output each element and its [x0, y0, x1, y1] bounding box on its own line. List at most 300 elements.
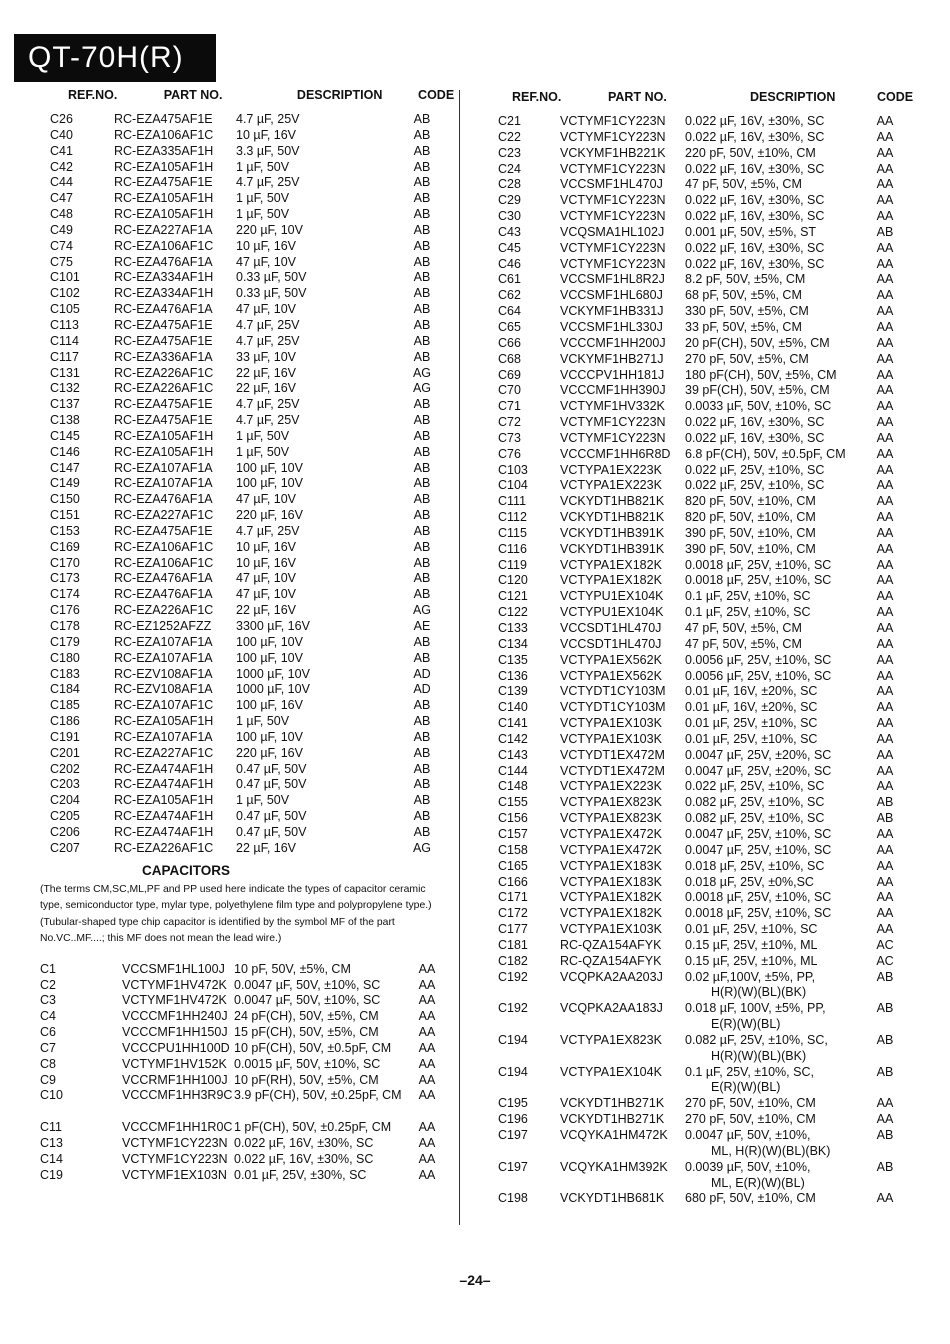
part-no: VCKYDT1HB821K — [560, 510, 665, 525]
ref-no: C182 — [498, 953, 528, 968]
part-no: VCTYPA1EX103K — [560, 716, 662, 731]
description: 10 µF, 16V — [236, 127, 297, 142]
description: 47 pF, 50V, ±5%, CM — [685, 177, 802, 192]
ref-no: C75 — [50, 254, 73, 269]
code: AB — [876, 224, 894, 239]
code: AB — [413, 508, 431, 523]
capacitors-note-2: (Tubular-shaped type chip capacitor is identified by the symbol MF of the part No.VC..MF....; this MF does not mean the lead wire.) — [40, 916, 395, 945]
part-no: VCCCMF1HH1R0C — [122, 1120, 233, 1135]
table-row — [36, 160, 456, 176]
description: 4.7 µF, 25V — [236, 413, 300, 428]
table-row — [480, 589, 920, 605]
code: AA — [876, 874, 894, 889]
description: 0.01 µF, 25V, ±30%, SC — [234, 1167, 367, 1182]
description: 100 µF, 10V — [236, 634, 303, 649]
code: AA — [876, 114, 894, 128]
part-no: RC-EZA335AF1H — [114, 143, 214, 158]
table-row — [480, 1033, 920, 1065]
ref-no: C181 — [498, 937, 528, 952]
code: AB — [876, 811, 894, 826]
ref-no: C145 — [50, 428, 80, 443]
ref-no: C9 — [40, 1072, 56, 1087]
code: AA — [876, 335, 894, 350]
table-row — [36, 1041, 456, 1057]
description: 0.0047 µF, 50V, ±10%, SC — [234, 993, 381, 1008]
ref-no: C101 — [50, 270, 80, 285]
code: AG — [412, 603, 432, 618]
ref-no: C62 — [498, 288, 521, 303]
description-line: 0.018 µF, 100V, ±5%, PP, — [685, 1001, 826, 1016]
description: 0.0018 µF, 25V, ±10%, SC — [685, 906, 832, 921]
ref-no: C122 — [498, 605, 528, 620]
description: 22 µF, 16V — [236, 365, 297, 380]
part-no: VCCCPU1HH100D — [122, 1040, 230, 1055]
part-no: VCCCMF1HH240J — [122, 1009, 228, 1024]
ref-no: C41 — [50, 143, 73, 158]
description: 0.0033 µF, 50V, ±10%, SC — [685, 399, 832, 414]
table-row — [36, 397, 456, 413]
part-no: VCTYPA1EX103K — [560, 922, 662, 937]
code: AB — [413, 492, 431, 507]
part-no: VCQYKA1HM472K — [560, 1128, 668, 1142]
ref-no: C177 — [498, 922, 528, 937]
ref-no: C191 — [50, 729, 80, 744]
description: 3.9 pF(CH), 50V, ±0.25pF, CM — [234, 1088, 402, 1103]
code: AB — [413, 302, 431, 317]
part-no: RC-EZA107AF1C — [114, 698, 214, 713]
description: 22 µF, 16V — [236, 603, 297, 618]
table-row — [36, 1057, 456, 1073]
part-no: RC-EZA475AF1E — [114, 397, 213, 412]
table-row — [480, 193, 920, 209]
table-row — [480, 494, 920, 510]
ref-no: C65 — [498, 319, 521, 334]
description: 220 pF, 50V, ±10%, CM — [685, 145, 816, 160]
table-row — [480, 114, 920, 130]
part-no: VCCCMF1HH150J — [122, 1025, 228, 1040]
code: AB — [413, 127, 431, 142]
table-row — [36, 993, 456, 1009]
ref-no: C70 — [498, 383, 521, 398]
description: 47 µF, 10V — [236, 571, 297, 586]
code: AA — [876, 1191, 894, 1206]
ref-no: C3 — [40, 993, 56, 1008]
description: 0.022 µF, 16V, ±30%, SC — [685, 415, 825, 430]
code: AA — [876, 288, 894, 303]
code: AB — [413, 460, 431, 475]
left-bottom-table — [36, 962, 456, 1184]
description: 33 pF, 50V, ±5%, CM — [685, 319, 802, 334]
table-row — [480, 130, 920, 146]
table-row — [36, 302, 456, 318]
part-no: RC-EZA476AF1A — [114, 492, 213, 507]
header-part: PART NO. — [608, 90, 667, 104]
part-no: RC-EZA227AF1A — [114, 222, 213, 237]
column-divider — [459, 90, 460, 1225]
description: 47 pF, 50V, ±5%, CM — [685, 636, 802, 651]
table-row — [480, 653, 920, 669]
table-row — [36, 777, 456, 793]
table-row — [36, 445, 456, 461]
header-code: CODE — [876, 90, 914, 104]
part-no: RC-EZA475AF1E — [114, 175, 213, 190]
description: 3.3 µF, 50V — [236, 143, 300, 158]
part-no: RC-EZA227AF1C — [114, 508, 214, 523]
part-no: VCTYPA1EX182K — [560, 557, 662, 572]
ref-no: C114 — [50, 333, 79, 348]
header-ref: REF.NO. — [512, 90, 562, 104]
description: 0.022 µF, 25V, ±10%, SC — [685, 779, 825, 794]
ref-no: C192 — [498, 969, 528, 984]
table-row — [480, 383, 920, 399]
ref-no: C44 — [50, 175, 73, 190]
description: 4.7 µF, 25V — [236, 112, 300, 126]
part-no: VCCSMF1HL8R2J — [560, 272, 665, 287]
part-no: RC-EZA106AF1C — [114, 127, 214, 142]
description: 47 µF, 10V — [236, 492, 297, 507]
description: 100 µF, 10V — [236, 729, 303, 744]
ref-no: C43 — [498, 224, 521, 239]
table-row — [480, 225, 920, 241]
part-no: RC-EZA105AF1H — [114, 159, 214, 174]
description: 15 pF(CH), 50V, ±5%, CM — [234, 1025, 379, 1040]
part-no: VCCCMF1HH390J — [560, 383, 666, 398]
ref-no: C104 — [498, 478, 528, 493]
description-line: ML, E(R)(W)(BL) — [711, 1175, 805, 1190]
table-row — [36, 682, 456, 698]
code: AB — [876, 1032, 894, 1047]
description: 0.01 µF, 25V, ±10%, SC — [685, 716, 818, 731]
description: 10 pF(RH), 50V, ±5%, CM — [234, 1072, 379, 1087]
ref-no: C13 — [40, 1135, 63, 1150]
part-no: RC-EZA475AF1E — [114, 523, 213, 538]
description: 0.0056 µF, 25V, ±10%, SC — [685, 652, 832, 667]
ref-no: C207 — [50, 840, 80, 855]
description: 0.01 µF, 16V, ±20%, SC — [685, 700, 818, 715]
table-row — [480, 621, 920, 637]
table-row — [36, 270, 456, 286]
description: 390 pF, 50V, ±10%, CM — [685, 541, 816, 556]
ref-no: C149 — [50, 476, 80, 491]
table-row — [36, 635, 456, 651]
code: AB — [413, 207, 431, 222]
part-no: VCTYMF1CY223N — [122, 1151, 228, 1166]
description: 1000 µF, 10V — [236, 682, 310, 697]
ref-no: C19 — [40, 1167, 63, 1182]
code: AA — [418, 1135, 436, 1150]
code: AA — [418, 1088, 436, 1103]
ref-no: C140 — [498, 700, 528, 715]
part-no: RC-EZA226AF1C — [114, 381, 214, 396]
description: 47 pF, 50V, ±5%, CM — [685, 621, 802, 635]
description: 0.082 µF, 25V, ±10%, SC — [685, 795, 825, 810]
ref-no: C11 — [40, 1120, 63, 1135]
ref-no: C105 — [50, 302, 80, 317]
ref-no: C141 — [498, 716, 528, 731]
code: AA — [876, 747, 894, 762]
table-row — [36, 556, 456, 572]
part-no: VCQYKA1HM392K — [560, 1159, 668, 1174]
description: 6.8 pF(CH), 50V, ±0.5pF, CM — [685, 446, 846, 461]
code: AA — [876, 636, 894, 651]
description: 270 pF, 50V, ±5%, CM — [685, 351, 809, 366]
table-row — [36, 175, 456, 191]
table-row — [480, 700, 920, 716]
table-row — [36, 603, 456, 619]
ref-no: C198 — [498, 1191, 528, 1206]
ref-no: C42 — [50, 159, 73, 174]
code: AA — [876, 256, 894, 271]
ref-no: C137 — [50, 397, 80, 412]
description — [685, 1128, 865, 1160]
description: 100 µF, 10V — [236, 476, 303, 491]
description: 680 pF, 50V, ±10%, CM — [685, 1191, 816, 1206]
part-no: VCKYDT1HB391K — [560, 541, 665, 556]
part-no: VCTYPA1EX823K — [560, 1032, 662, 1047]
ref-no: C26 — [50, 112, 73, 126]
table-row — [36, 381, 456, 397]
description: 3300 µF, 16V — [236, 619, 310, 633]
part-no: VCTYMF1CY223N — [122, 1135, 228, 1150]
code: AA — [876, 906, 894, 921]
code: AA — [876, 129, 894, 144]
code: AB — [413, 523, 431, 538]
table-row — [480, 526, 920, 542]
table-row — [36, 318, 456, 334]
part-no: VCKYDT1HB681K — [560, 1191, 665, 1206]
description: 0.018 µF, 25V, ±0%,SC — [685, 874, 814, 889]
table-row — [36, 587, 456, 603]
description-line: 0.1 µF, 25V, ±10%, SC, — [685, 1064, 814, 1079]
description: 0.47 µF, 50V — [236, 809, 307, 824]
code: AA — [876, 621, 894, 635]
table-row — [480, 827, 920, 843]
table-row — [36, 476, 456, 492]
ref-no: C142 — [498, 731, 528, 746]
code: AB — [413, 634, 431, 649]
table-row — [36, 1025, 456, 1041]
part-no: VCTYMF1CY223N — [560, 161, 666, 176]
ref-no: C201 — [50, 745, 80, 760]
ref-no: C156 — [498, 811, 528, 826]
table-row — [480, 843, 920, 859]
table-row — [36, 223, 456, 239]
part-no: VCTYPA1EX182K — [560, 906, 662, 921]
part-no: VCKYMF1HB221K — [560, 145, 666, 160]
ref-no: C119 — [498, 557, 527, 572]
ref-no: C76 — [498, 446, 521, 461]
right-table — [480, 114, 920, 1207]
description: 4.7 µF, 25V — [236, 333, 300, 348]
part-no: VCTYMF1CY223N — [560, 193, 666, 208]
part-no: VCTYDT1CY103M — [560, 684, 666, 699]
description-line: 0.0039 µF, 50V, ±10%, — [685, 1159, 811, 1174]
table-row — [36, 762, 456, 778]
part-no: VCKYDT1HB821K — [560, 494, 665, 509]
code: AA — [418, 1167, 436, 1182]
description: 1 µF, 50V — [236, 444, 290, 459]
header-desc: DESCRIPTION — [750, 90, 836, 104]
code: AB — [413, 587, 431, 602]
part-no: VCQSMA1HL102J — [560, 224, 665, 239]
ref-no: C64 — [498, 304, 521, 319]
code: AC — [876, 953, 894, 968]
part-no: VCTYMF1HV152K — [122, 1056, 227, 1071]
ref-no: C23 — [498, 145, 521, 160]
header-ref: REF.NO. — [68, 88, 118, 102]
description: 20 pF(CH), 50V, ±5%, CM — [685, 335, 830, 350]
code: AB — [413, 555, 431, 570]
ref-no: C103 — [498, 462, 528, 477]
part-no: RC-EZA475AF1E — [114, 317, 213, 332]
right-column — [480, 88, 920, 1207]
description: 0.022 µF, 16V, ±30%, SC — [685, 240, 825, 255]
table-row — [36, 809, 456, 825]
ref-no: C192 — [498, 1001, 528, 1016]
table-row — [480, 304, 920, 320]
table-row — [480, 1096, 920, 1112]
part-no: VCKYDT1HB271K — [560, 1112, 665, 1127]
part-no: VCKYDT1HB391K — [560, 525, 665, 540]
ref-no: C68 — [498, 351, 521, 366]
ref-no: C205 — [50, 809, 80, 824]
table-row — [480, 779, 920, 795]
description: 0.022 µF, 16V, ±30%, SC — [685, 161, 825, 176]
code: AB — [413, 143, 431, 158]
table-row — [480, 922, 920, 938]
description: 220 µF, 16V — [236, 508, 303, 523]
code: AA — [876, 684, 894, 699]
code: AA — [418, 1056, 436, 1071]
description: 0.0056 µF, 25V, ±10%, SC — [685, 668, 832, 683]
code: AB — [876, 1159, 894, 1174]
ref-no: C69 — [498, 367, 521, 382]
part-no: RC-EZA474AF1H — [114, 761, 214, 776]
part-no: VCKYDT1HB271K — [560, 1096, 665, 1111]
table-row — [480, 431, 920, 447]
code: AA — [876, 193, 894, 208]
description: 0.022 µF, 16V, ±30%, SC — [685, 129, 825, 144]
part-no: VCCSMF1HL100J — [122, 961, 225, 976]
ref-no: C21 — [498, 114, 521, 128]
table-row — [480, 669, 920, 685]
ref-no: C7 — [40, 1040, 56, 1055]
part-no: VCTYPA1EX182K — [560, 890, 662, 905]
part-no: VCTYMF1CY223N — [560, 256, 666, 271]
ref-no: C153 — [50, 523, 80, 538]
description: 0.47 µF, 50V — [236, 777, 307, 792]
part-no: VCTYPA1EX104K — [560, 1064, 662, 1079]
part-no: RC-EZA107AF1A — [114, 634, 213, 649]
description: 1 µF, 50V — [236, 207, 290, 222]
part-no: VCTYPA1EX183K — [560, 858, 662, 873]
part-no: VCTYMF1HV472K — [122, 993, 227, 1008]
part-no: VCTYMF1CY223N — [560, 240, 666, 255]
part-no: RC-EZA226AF1C — [114, 840, 214, 855]
code: AB — [413, 761, 431, 776]
code: AA — [876, 1112, 894, 1127]
code: AA — [876, 478, 894, 493]
description: 220 µF, 10V — [236, 222, 303, 237]
description: 0.33 µF, 50V — [236, 286, 307, 301]
part-no: VCTYDT1EX472M — [560, 763, 665, 778]
code: AA — [876, 668, 894, 683]
table-row — [36, 1120, 456, 1136]
part-no: VCCRMF1HH100J — [122, 1072, 228, 1087]
description: 0.1 µF, 25V, ±10%, SC — [685, 605, 811, 620]
code: AB — [413, 333, 431, 348]
description: 4.7 µF, 25V — [236, 175, 300, 190]
table-row — [36, 714, 456, 730]
code: AA — [876, 541, 894, 556]
description-line: ML, H(R)(W)(BL)(BK) — [711, 1143, 831, 1158]
description: 0.022 µF, 25V, ±10%, SC — [685, 462, 825, 477]
table-row — [36, 366, 456, 382]
code: AA — [876, 652, 894, 667]
ref-no: C116 — [498, 541, 527, 556]
description: 0.0018 µF, 25V, ±10%, SC — [685, 890, 832, 905]
part-no: RC-EZA107AF1A — [114, 650, 213, 665]
code: AA — [876, 319, 894, 334]
table-row — [36, 239, 456, 255]
code: AB — [413, 650, 431, 665]
ref-no: C184 — [50, 682, 80, 697]
ref-no: C197 — [498, 1159, 528, 1174]
part-no: VCTYMF1CY223N — [560, 415, 666, 430]
code: AA — [876, 240, 894, 255]
table-row — [480, 146, 920, 162]
part-no: VCTYPU1EX104K — [560, 605, 664, 620]
table-row — [480, 795, 920, 811]
code: AA — [876, 890, 894, 905]
table-row — [480, 1160, 920, 1192]
code: AB — [413, 397, 431, 412]
table-row — [480, 1128, 920, 1160]
ref-no: C1 — [40, 961, 56, 976]
part-no: RC-EZA476AF1A — [114, 571, 213, 586]
description: 270 pF, 50V, ±10%, CM — [685, 1096, 816, 1111]
header-desc: DESCRIPTION — [296, 88, 383, 102]
part-no: RC-EZA476AF1A — [114, 302, 213, 317]
ref-no: C155 — [498, 795, 528, 810]
code: AB — [413, 745, 431, 760]
code: AB — [413, 238, 431, 253]
code: AB — [413, 270, 431, 285]
code: AA — [876, 779, 894, 794]
description: 0.0047 µF, 50V, ±10%, SC — [234, 977, 381, 992]
part-no: VCCCMF1HH200J — [560, 335, 666, 350]
table-row — [36, 1088, 456, 1120]
code: AA — [876, 367, 894, 382]
code: AA — [876, 177, 894, 192]
part-no: VCTYPA1EX103K — [560, 731, 662, 746]
table-row — [36, 1073, 456, 1089]
ref-no: C166 — [498, 874, 528, 889]
code: AA — [876, 272, 894, 287]
part-no: RC-EZA105AF1H — [114, 793, 214, 808]
table-row — [36, 698, 456, 714]
ref-no: C147 — [50, 460, 80, 475]
description: 47 µF, 10V — [236, 302, 297, 317]
ref-no: C185 — [50, 698, 80, 713]
table-row — [480, 732, 920, 748]
table-row — [36, 207, 456, 223]
table-row — [480, 463, 920, 479]
ref-no: C102 — [50, 286, 80, 301]
ref-no: C30 — [498, 209, 521, 224]
table-row — [480, 906, 920, 922]
ref-no: C197 — [498, 1128, 528, 1142]
